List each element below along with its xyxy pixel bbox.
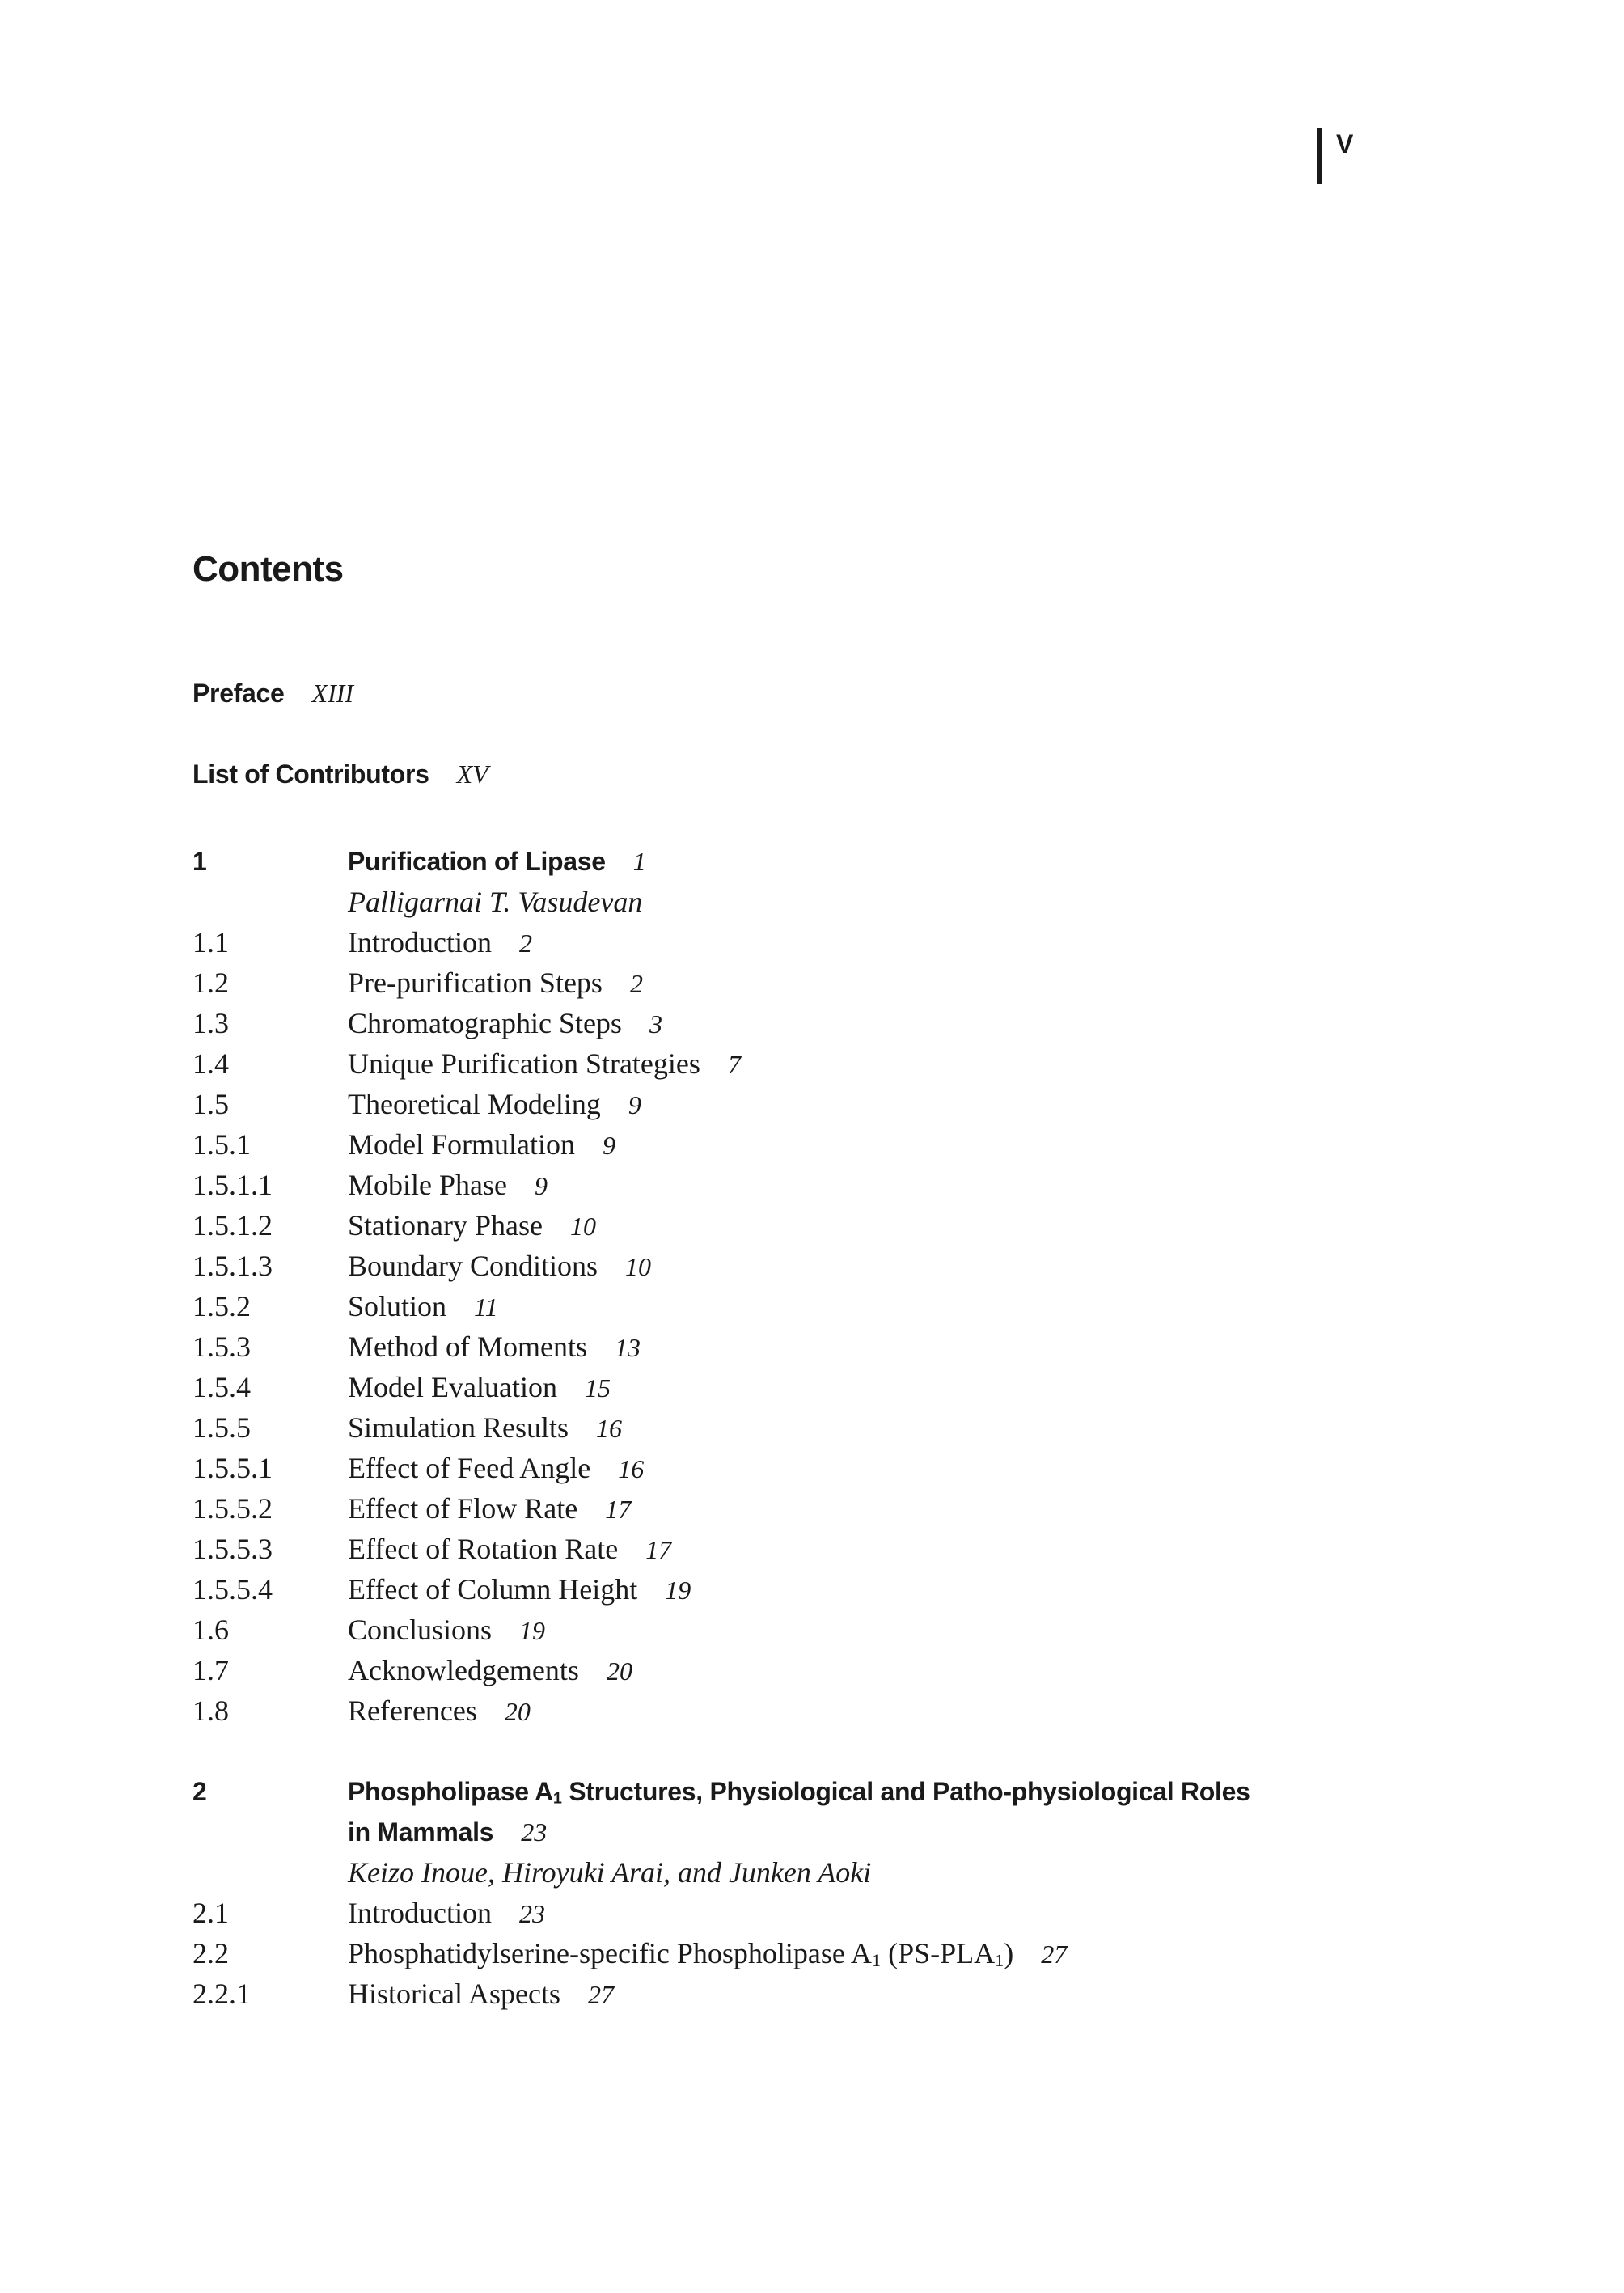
toc-section[interactable]: [192, 1003, 1438, 1043]
folio-rule: [1317, 128, 1322, 184]
section-number: 1.2: [192, 967, 229, 999]
section-number: 1.5.1: [192, 1128, 251, 1161]
page-ref: 17: [605, 1495, 632, 1524]
toc-section[interactable]: [192, 1286, 1438, 1326]
section-number: 1.5.5.3: [192, 1533, 273, 1565]
section-number: 1.5.5.2: [192, 1492, 273, 1525]
section-title: Model Evaluation 15: [348, 1371, 611, 1403]
section-number: 2.2.1: [192, 1978, 251, 2010]
toc-section[interactable]: [192, 1610, 1438, 1650]
section-title: Conclusions 19: [348, 1614, 546, 1646]
toc-section[interactable]: [192, 1084, 1438, 1124]
section-number: 2.1: [192, 1897, 229, 1929]
table-of-contents: [192, 841, 1438, 2014]
section-number: 1.5.5.4: [192, 1573, 273, 1606]
page-ref: 20: [504, 1697, 531, 1726]
section-number: 1.8: [192, 1694, 229, 1727]
toc-section[interactable]: [192, 1407, 1438, 1448]
toc-chapter-2[interactable]: [192, 1771, 1438, 1812]
toc-section[interactable]: [192, 922, 1438, 962]
page-ref: 20: [606, 1656, 632, 1686]
page-ref: 27: [587, 1980, 614, 2009]
section-number: 1.5.2: [192, 1290, 251, 1322]
toc-section[interactable]: [192, 1246, 1438, 1286]
toc-section[interactable]: [192, 1326, 1438, 1367]
section-number: 1.6: [192, 1614, 229, 1646]
section-number: 1.5.1.3: [192, 1250, 273, 1282]
section-title: Boundary Conditions 10: [348, 1250, 652, 1282]
chapter-title-cont: in Mammals 23: [348, 1817, 548, 1847]
page-ref: 9: [534, 1171, 548, 1200]
section-title: Effect of Feed Angle 16: [348, 1452, 645, 1484]
page-ref: 9: [628, 1090, 641, 1119]
section-number: 1.5.1.1: [192, 1169, 273, 1201]
section-number: 1.5.5.1: [192, 1452, 273, 1484]
toc-section[interactable]: [192, 1205, 1438, 1246]
chapter-title: Purification of Lipase 1: [348, 847, 646, 876]
section-title: Effect of Rotation Rate 17: [348, 1533, 672, 1565]
page-ref: XIII: [311, 679, 354, 708]
page-ref: 3: [649, 1009, 662, 1039]
page-ref: 27: [1041, 1940, 1068, 1969]
section-number: 1.3: [192, 1007, 229, 1039]
toc-section[interactable]: [192, 962, 1438, 1003]
toc-section[interactable]: [192, 1367, 1438, 1407]
chapter-1-sections: [192, 922, 1438, 1731]
toc-section[interactable]: [192, 1650, 1438, 1690]
toc-section[interactable]: [192, 1448, 1438, 1488]
section-title: Stationary Phase 10: [348, 1209, 596, 1242]
chapter-number: 1: [192, 847, 207, 876]
section-title: Effect of Column Height 19: [348, 1573, 691, 1606]
page-ref: 1: [632, 847, 646, 876]
page-ref: 19: [519, 1616, 546, 1645]
toc-section[interactable]: [192, 1124, 1438, 1165]
toc-section[interactable]: [192, 1974, 1438, 2014]
toc-section[interactable]: [192, 1569, 1438, 1610]
section-title: Solution 11: [348, 1290, 498, 1322]
section-title: Introduction 23: [348, 1897, 545, 1929]
section-title: Historical Aspects 27: [348, 1978, 614, 2010]
section-title: Acknowledgements 20: [348, 1654, 632, 1686]
toc-entry-list-of-contributors[interactable]: [192, 753, 488, 794]
section-number: 2.2: [192, 1937, 229, 1969]
section-title: Method of Moments 13: [348, 1331, 641, 1363]
chapter-title: Phospholipase $A_1$ Structures, Physiological and Patho-physiological Roles: [348, 1777, 1250, 1808]
section-title: Model Formulation 9: [348, 1128, 615, 1161]
entry-label: List of Contributors: [192, 759, 429, 789]
page-ref: 17: [645, 1535, 672, 1564]
page-ref: 2: [518, 929, 532, 958]
section-number: 1.7: [192, 1654, 229, 1686]
page-ref: 9: [603, 1131, 615, 1160]
toc-entry-preface[interactable]: [192, 672, 353, 713]
toc-chapter-2-title-cont[interactable]: [192, 1812, 1438, 1852]
page-ref: 7: [727, 1050, 741, 1079]
page-ref: 10: [625, 1252, 652, 1281]
section-number: 1.5: [192, 1088, 229, 1120]
section-title: Introduction 2: [348, 926, 532, 958]
section-title: Unique Purification Strategies 7: [348, 1047, 741, 1080]
section-title: Effect of Flow Rate 17: [348, 1492, 632, 1525]
toc-section[interactable]: [192, 1529, 1438, 1569]
page-number: V: [1336, 129, 1354, 159]
section-title: Pre-purification Steps 2: [348, 967, 643, 999]
section-number: 1.1: [192, 926, 229, 958]
page-ref: 19: [665, 1576, 691, 1605]
section-number: 1.5.5: [192, 1411, 251, 1444]
page-ref: 23: [518, 1899, 545, 1928]
chapter-author: Palligarnai T. Vasudevan: [348, 886, 643, 918]
page-ref: 16: [618, 1454, 645, 1483]
page-ref: 2: [629, 969, 643, 998]
section-title: Chromatographic Steps 3: [348, 1007, 662, 1039]
toc-section[interactable]: [192, 1488, 1438, 1529]
page-ref: 16: [596, 1414, 623, 1443]
toc-section[interactable]: [192, 1690, 1438, 1731]
page-ref: 10: [569, 1212, 596, 1241]
section-number: 1.5.3: [192, 1331, 251, 1363]
page-title: Contents: [192, 549, 344, 589]
section-title: Simulation Results 16: [348, 1411, 623, 1444]
chapter-number: 2: [192, 1777, 207, 1806]
page-ref: 13: [614, 1333, 641, 1362]
section-title: Phosphatidylserine-specific Phospholipase $A_1$ $(PS-PLA_1)$ 27: [348, 1937, 1068, 1971]
toc-section[interactable]: [192, 1933, 1438, 1974]
page-ref: XV: [456, 759, 488, 789]
section-title: Theoretical Modeling 9: [348, 1088, 641, 1120]
section-title: References 20: [348, 1694, 531, 1727]
toc-section[interactable]: [192, 1893, 1438, 1933]
chapter-author: Keizo Inoue, Hiroyuki Arai, and Junken Aoki: [348, 1856, 872, 1889]
section-number: 1.5.4: [192, 1371, 251, 1403]
section-number: 1.5.1.2: [192, 1209, 273, 1242]
page-ref: 15: [584, 1373, 611, 1402]
toc-chapter-1[interactable]: [192, 841, 1438, 882]
section-title: Mobile Phase 9: [348, 1169, 548, 1201]
entry-label: Preface: [192, 679, 285, 708]
toc-section[interactable]: [192, 1043, 1438, 1084]
section-number: 1.4: [192, 1047, 229, 1080]
toc-section[interactable]: [192, 1165, 1438, 1205]
page-ref: 11: [474, 1292, 498, 1322]
page-ref: 23: [521, 1817, 548, 1847]
